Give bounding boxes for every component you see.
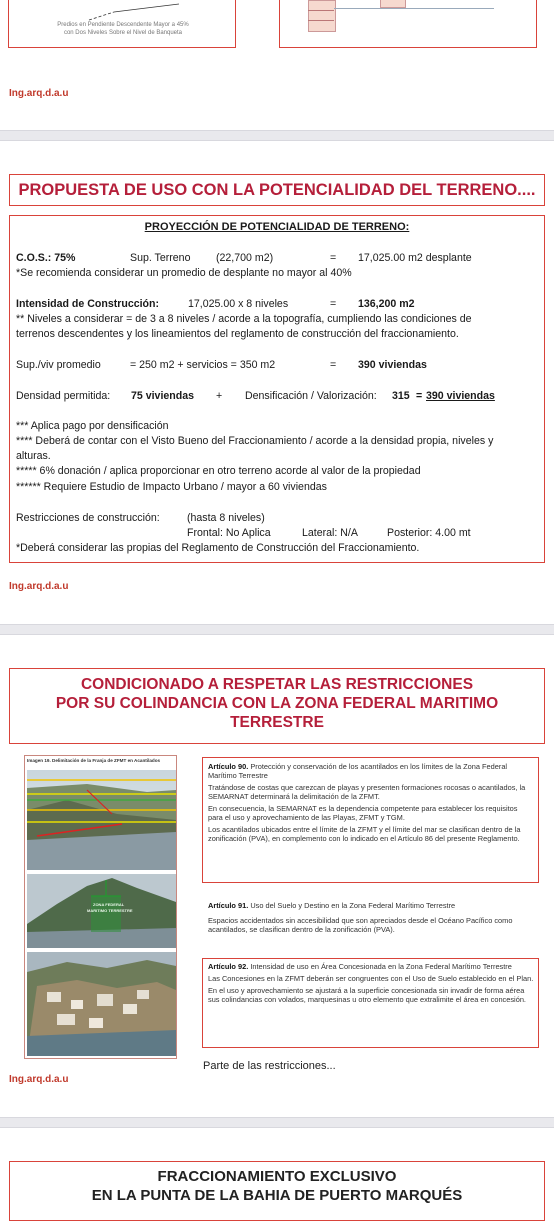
article-91-title: Artículo 91. [208,901,249,910]
zfmt-image-panel [24,755,177,1059]
article-92-paragraph-2: En el uso y aprovechamiento se ajustará a la superficie concesionada sin invadir de forma aérea sus colindancias con volados, marquesinas u otro elemento que extralimite el área en concesión. [208,986,526,1004]
caption-line-2: con Dos Niveles Sobre el Nivel de Banqueta [63,30,183,36]
section1-subtitle: PROYECCIÓN DE POTENCIALIDAD DE TERRENO: [144,221,410,233]
note-2a: ** Niveles a considerar = de 3 a 8 niveles / acorde a la topografía, cumpliendo las condiciones de [16,313,472,325]
densidad-value: 75 viviendas [131,390,195,402]
section-divider [0,624,554,635]
section2-title-line-1: CONDICIONADO A RESPETAR LAS RESTRICCIONES [80,676,474,693]
densificacion-total: 390 viviendas [426,390,495,402]
densificacion-equals: = [416,390,423,402]
desplante-value: 17,025.00 m2 desplante [358,252,472,264]
article-90-paragraph-3: Los acantilados ubicados entre el límite de la ZFMT y el límite del mar se clasifican dentro de la zonificación (PVA), en complemento con lo indicado en el Artículo 86 del presente Reglamento. [208,825,521,843]
article-90-paragraph-2: En consecuencia, la SEMARNAT es la dependencia competente para establecer los requisitos para el uso y aprovechamiento de las Playas, ZFMT y TGM. [208,804,518,822]
article-90 [208,762,534,846]
restricciones-label: Restricciones de construcción: [16,512,160,524]
zona-label-1: ZONA FEDERAL [93,902,125,907]
lateral-value: Lateral: N/A [302,527,358,539]
article-91-heading: Uso del Suelo y Destino en la Zona Federal Marítimo Terrestre [250,901,456,910]
diagram-block [380,0,406,8]
note-4a: **** Deberá de contar con el Visto Bueno del Fraccionamiento / acorde a la densidad propia, niveles y [16,435,494,447]
cliff-photo-1 [27,770,176,870]
top-caption-box [8,0,236,48]
article-92-title: Artículo 92. [208,962,249,971]
supviv-calc: = 250 m2 + servicios = 350 m2 [130,359,276,371]
slope-diagram [69,0,189,22]
restricciones-value: (hasta 8 niveles) [187,512,265,524]
sup-terreno-value: (22,700 m2) [216,252,274,264]
diagram-baseline [334,8,494,9]
intensidad-result: 136,200 m2 [358,298,415,310]
section1-title-box [9,174,545,206]
sup-terreno-label: Sup. Terreno [130,252,191,264]
restrictions-footer: Parte de las restricciones... [203,1060,336,1072]
section2-title-box [9,668,545,744]
article-92-paragraph-1: Las Concesiones en la ZFMT deberán ser congruentes con el Uso de Suelo establecido en el Plan. [208,974,534,983]
article-91-paragraph-1: Espacios accidentados sin accesibilidad que son apreciados desde el Océano Pacífico como acantilados, se clasifican dentro de la zonificación (PVA). [208,916,513,934]
caption-line-1: Predios en Pendiente Descendente Mayor a 45% [57,22,189,28]
supviv-label: Sup./viv promedio [16,359,101,371]
densidad-label: Densidad permitida: [16,390,111,402]
section-divider [0,1117,554,1128]
article-90-title: Artículo 90. [208,762,249,771]
note-3: *** Aplica pago por densificación [16,420,169,432]
densificacion-label: Densificación / Valorización: [245,390,377,402]
note-2b: terrenos descendentes y los lineamientos del reglamento de construcción del fraccionamiento. [16,328,459,340]
brand-label: Ing.arq.d.a.u [9,581,69,592]
section3-title-box [9,1161,545,1221]
brand-label: Ing.arq.d.a.u [9,1074,69,1085]
section-divider [0,130,554,141]
note-4b: alturas. [16,450,51,462]
plus-sign: + [216,390,223,402]
image-caption: Imagen 19. Delimitación de la Franja de ZFMT en Acantilados [27,758,161,763]
note-7: *Deberá considerar las propias del Reglamento de Construcción del Fraccionamiento. [16,542,420,554]
frontal-value: Frontal: No Aplica [187,527,271,539]
section1-title: PROPUESTA DE USO CON LA POTENCIALIDAD DEL TERRENO.... [18,181,536,199]
equals-sign: = [330,252,337,264]
densificacion-value: 315 [392,390,410,402]
diagram-line-1 [308,10,334,11]
article-92-heading: Intensidad de uso en Área Concesionada en la Zona Federal Marítimo Terrestre [250,962,512,971]
section3-title-line-1: FRACCIONAMIENTO EXCLUSIVO [157,1168,397,1185]
equals-sign: = [330,359,337,371]
cos-label: C.O.S.: 75% [16,252,76,264]
article-92 [208,962,534,1007]
supviv-result: 390 viviendas [358,359,427,371]
coast-photo-3 [27,952,176,1056]
intensidad-calc: 17,025.00 x 8 niveles [188,298,289,310]
diagram-line-2 [308,20,334,21]
intensidad-label: Intensidad de Construcción: [16,298,160,310]
article-90-paragraph-1: Tratándose de costas que carezcan de playas y presenten formaciones rocosas o acantilados, la SEMARNAT determinará la delimitación de la ZFMT. [208,783,526,801]
article-91 [208,901,540,937]
section2-title-line-3: TERRESTRE [230,714,324,731]
diagram-grid [308,0,336,32]
section2-title-line-2: POR SU COLINDANCIA CON LA ZONA FEDERAL MARITIMO [55,695,499,712]
brand-label: Ing.arq.d.a.u [9,88,69,99]
article-90-heading: Protección y conservación de los acantilados en los límites de la Zona Federal Marítimo Terrestre [208,762,508,780]
note-6: ****** Requiere Estudio de Impacto Urbano / mayor a 60 viviendas [16,481,327,493]
section3-title-line-2: EN LA PUNTA DE LA BAHIA DE PUERTO MARQUÉS [91,1187,463,1204]
note-5: ***** 6% donación / aplica proporcionar en otro terreno acorde al valor de la propiedad [16,465,421,477]
equals-sign: = [330,298,337,310]
top-diagram-box [279,0,537,48]
note-1: *Se recomienda considerar un promedio de desplante no mayor al 40% [16,267,352,279]
zona-label-2: MARITIMO TERRESTRE [87,908,133,913]
posterior-value: Posterior: 4.00 mt [387,527,471,539]
